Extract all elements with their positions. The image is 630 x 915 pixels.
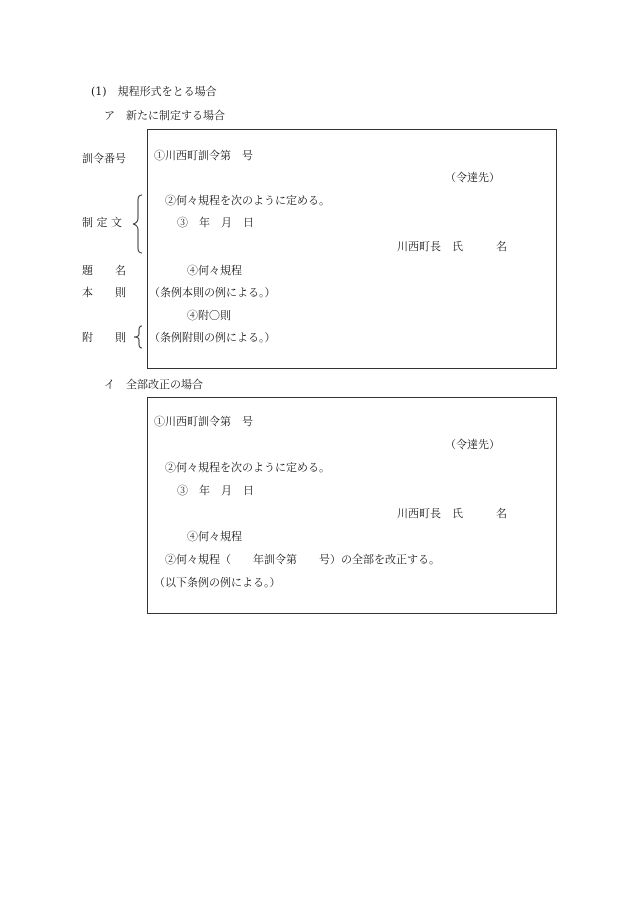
- b-revise-line: ②何々規程（ 年訓令第 号）の全部を改正する。: [165, 553, 440, 566]
- a-signer-line: 川西町長 氏 名: [397, 240, 507, 253]
- b-number-line: ①川西町訓令第 号: [154, 415, 253, 428]
- supplementary-brace: [132, 325, 146, 349]
- a-body-line: （条例本則の例による。）: [149, 286, 276, 299]
- a-enact-line: ②何々規程を次のように定める。: [165, 194, 330, 207]
- a-number-line: ①川西町訓令第 号: [154, 149, 253, 162]
- b-signer-line: 川西町長 氏 名: [397, 507, 507, 520]
- a-title-line: ④何々規程: [187, 264, 242, 277]
- a-date-line: ③ 年 月 日: [177, 216, 254, 229]
- section-b-title: イ 全部改正の場合: [104, 378, 203, 391]
- label-number: 訓令番号: [82, 152, 126, 165]
- a-supp-title-line: ④附〇則: [187, 309, 231, 322]
- label-supplementary: 附 則: [82, 331, 126, 344]
- a-supp-body-line: （条例附則の例による。）: [149, 331, 276, 344]
- label-body: 本 則: [82, 286, 126, 299]
- label-enactment-text: 制 定 文: [82, 216, 122, 229]
- b-enact-line: ②何々規程を次のように定める。: [165, 461, 330, 474]
- b-recipient-line: （令達先）: [445, 438, 500, 451]
- a-recipient-line: （令達先）: [445, 171, 500, 184]
- heading-1: (1) 規程形式をとる場合: [91, 85, 217, 98]
- b-title-line: ④何々規程: [187, 530, 242, 543]
- enactment-brace: [132, 194, 146, 254]
- section-a-title: ア 新たに制定する場合: [104, 109, 225, 122]
- b-date-line: ③ 年 月 日: [177, 484, 254, 497]
- b-body-line: （以下条例の例による。）: [154, 576, 281, 589]
- label-title: 題 名: [82, 264, 126, 277]
